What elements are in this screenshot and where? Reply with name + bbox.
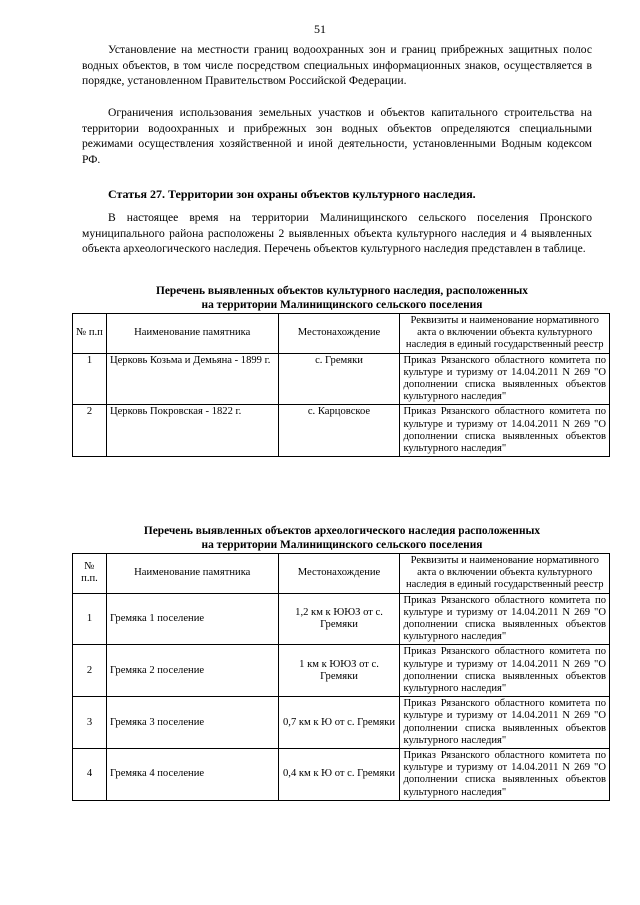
- row-act: Приказ Рязанского областного комитета по культуре и туризму от 14.04.2011 N 269 "О дополнении списка выявленных объектов культурного наследия": [400, 749, 610, 801]
- header-name: Наименование памятника: [106, 314, 278, 354]
- row-number: 1: [73, 593, 107, 645]
- table1-title: [82, 285, 602, 312]
- table1-title-line2: на территории Малинищинского сельского поселения: [201, 298, 483, 311]
- row-number: 3: [73, 697, 107, 749]
- row-act: Приказ Рязанского областного комитета по культуре и туризму от 14.04.2011 N 269 "О дополнении списка выявленных объектов культурного наследия": [400, 353, 610, 405]
- row-name: Гремяка 2 поселение: [106, 645, 278, 697]
- row-location: 1,2 км к ЮЮЗ от с. Гремяки: [278, 593, 400, 645]
- row-act: Приказ Рязанского областного комитета по культуре и туризму от 14.04.2011 N 269 "О дополнении списка выявленных объектов культурного наследия": [400, 405, 610, 457]
- table1-title-line1: Перечень выявленных объектов культурного наследия, расположенных: [155, 285, 528, 297]
- row-name: Церковь Козьма и Демьяна - 1899 г.: [106, 353, 278, 405]
- row-name: Гремяка 4 поселение: [106, 749, 278, 801]
- row-name: Церковь Покровская - 1822 г.: [106, 405, 278, 457]
- row-location: 0,7 км к Ю от с. Гремяки: [278, 697, 400, 749]
- archaeological-heritage-table: [72, 553, 610, 801]
- table-row: [73, 405, 610, 457]
- table-row: [73, 593, 610, 645]
- paragraph-water-zones: Установление на местности границ водоохранных зон и границ прибрежных защитных полос водных объектов, в том числе посредством специальных информационных знаков, осуществляется в порядке, установленном Правительством Российской Федерации.: [82, 43, 592, 87]
- row-number: 4: [73, 749, 107, 801]
- table-row: [73, 353, 610, 405]
- row-location: 0,4 км к Ю от с. Гремяки: [278, 749, 400, 801]
- row-number: 2: [73, 405, 107, 457]
- header-location: Местонахождение: [278, 554, 400, 594]
- row-name: Гремяка 3 поселение: [106, 697, 278, 749]
- table-header-row: [73, 314, 610, 354]
- row-act: Приказ Рязанского областного комитета по культуре и туризму от 14.04.2011 N 269 "О дополнении списка выявленных объектов культурного наследия": [400, 645, 610, 697]
- table-header-row: [73, 554, 610, 594]
- row-location: с. Гремяки: [278, 353, 400, 405]
- cultural-heritage-table: [72, 313, 610, 457]
- table2-title: [82, 525, 602, 552]
- header-number: № п.п.: [73, 554, 107, 594]
- header-location: Местонахождение: [278, 314, 400, 354]
- table-row: [73, 645, 610, 697]
- header-act: Реквизиты и наименование нормативного акта о включении объекта культурного наследия в единый государственный реестр: [400, 314, 610, 354]
- article-heading: Статья 27. Территории зон охраны объектов культурного наследия.: [108, 187, 476, 201]
- row-location: 1 км к ЮЮЗ от с. Гремяки: [278, 645, 400, 697]
- row-act: Приказ Рязанского областного комитета по культуре и туризму от 14.04.2011 N 269 "О дополнении списка выявленных объектов культурного наследия": [400, 593, 610, 645]
- table2-title-line2: на территории Малинищинского сельского поселения: [201, 538, 483, 551]
- row-act: Приказ Рязанского областного комитета по культуре и туризму от 14.04.2011 N 269 "О дополнении списка выявленных объектов культурного наследия": [400, 697, 610, 749]
- table2-title-line1: Перечень выявленных объектов археологического наследия расположенных: [143, 525, 541, 537]
- table-row: [73, 749, 610, 801]
- page-number: 51: [314, 22, 326, 36]
- row-number: 1: [73, 353, 107, 405]
- paragraph-land-use-restrictions: Ограничения использования земельных участков и объектов капитального строительства на территории водоохранных и прибрежных зон водных объектов определяются специальными режимами осуществления хозяйственной и иной деятельности, установленными Водным кодексом РФ.: [82, 106, 592, 166]
- table-row: [73, 697, 610, 749]
- paragraph-intro: В настоящее время на территории Малинищинского сельского поселения Пронского муниципального района расположены 2 выявленных объекта культурного наследия и 4 выявленных объекта археологического наследия. Перечень объектов культурного наследия представлен в таблице.: [82, 211, 592, 255]
- row-location: с. Карцовское: [278, 405, 400, 457]
- header-act: Реквизиты и наименование нормативного акта о включении объекта культурного наследия в единый государственный реестр: [400, 554, 610, 594]
- header-number: № п.п: [73, 314, 107, 354]
- row-number: 2: [73, 645, 107, 697]
- header-name: Наименование памятника: [106, 554, 278, 594]
- row-name: Гремяка 1 поселение: [106, 593, 278, 645]
